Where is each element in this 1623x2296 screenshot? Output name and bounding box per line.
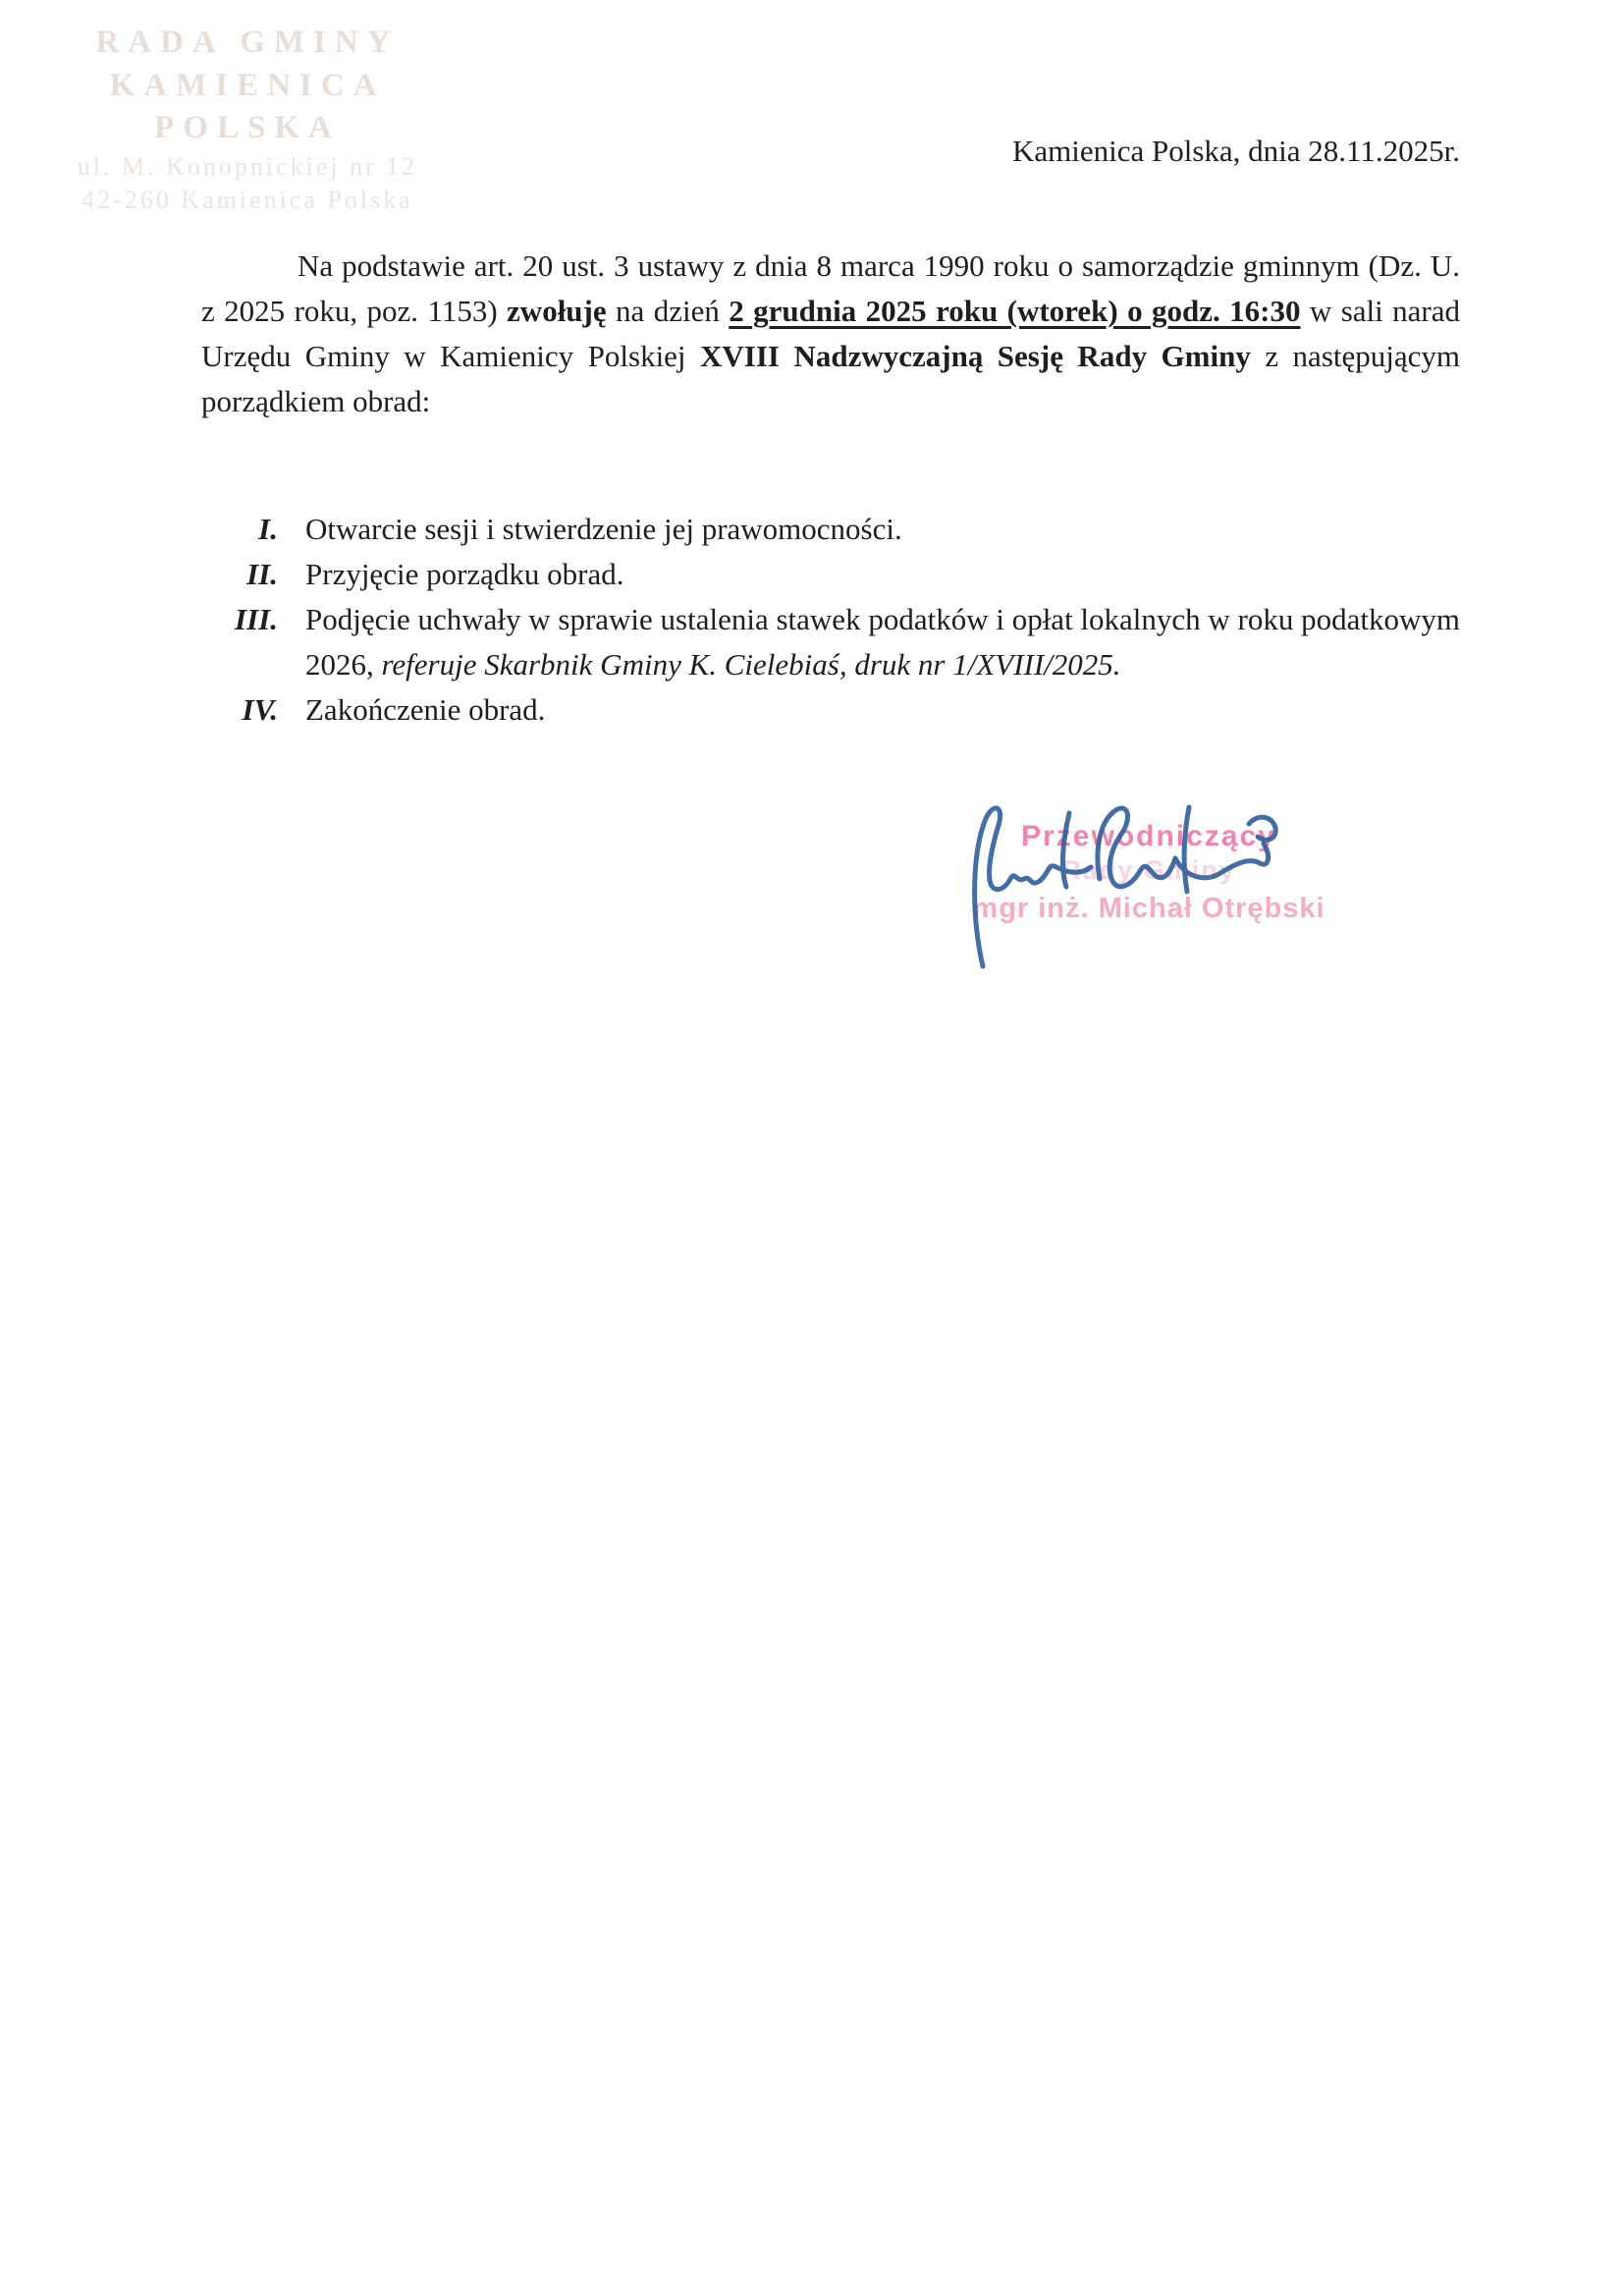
handwritten-signature (950, 782, 1304, 998)
agenda-item-1 (201, 507, 1460, 552)
intro-paragraph (201, 244, 1460, 424)
intro-text-bold-zwoluje: zwołuję (507, 294, 607, 328)
intro-text-normal-3: w sali narad Urzędu Gminy w Kamienicy Polskiej (201, 294, 1460, 373)
sender-stamp-line1: RADA GMINY (95, 25, 400, 60)
sender-stamp-line3: ul. M. Konopnickiej nr 12 (77, 151, 418, 181)
agenda-text: Zakończenie obrad. (305, 692, 546, 727)
intro-text-normal-4: z następującym porządkiem obrad: (201, 339, 1460, 418)
chairman-stamp-name: mgr inż. Michał Otrębski (972, 892, 1325, 924)
sender-stamp-line2: KAMIENICA POLSKA (109, 67, 386, 146)
agenda-item-4 (201, 687, 1460, 733)
agenda-text: Otwarcie sesji i stwierdzenie jej prawomocności. (305, 512, 902, 546)
agenda-list (201, 507, 1460, 733)
dateline: Kamienica Polska, dnia 28.11.2025r. (1011, 134, 1460, 168)
agenda-text-italic: referuje Skarbnik Gminy K. Cielebiaś, druk nr 1/XVIII/2025. (381, 647, 1121, 682)
agenda-numeral: II. (246, 557, 278, 591)
agenda-numeral: I. (258, 512, 278, 546)
agenda-item-3 (201, 597, 1460, 687)
agenda-item-2 (201, 552, 1460, 597)
agenda-numeral: IV. (242, 692, 278, 727)
intro-text-bold-session: XVIII Nadzwyczajną Sesję Rady Gminy (700, 339, 1251, 373)
intro-text-normal-1: Na podstawie art. 20 ust. 3 ustawy z dnia 8 marca 1990 roku o samorządzie gminnym (Dz. U. z 2025 roku, poz. 1153) (201, 248, 1460, 328)
agenda-text-normal: Podjęcie uchwały w sprawie ustalenia stawek podatków i opłat lokalnych w roku podatkowym 2026, (305, 602, 1461, 682)
sender-stamp (51, 22, 444, 217)
intro-text-normal-2: na dzień (606, 294, 730, 328)
agenda-text (305, 597, 1460, 687)
chairman-stamp-title: Przewodniczący (1021, 820, 1276, 852)
agenda-numeral: III. (235, 602, 278, 636)
intro-text-bold-underline-date-time: 2 grudnia 2025 roku (wtorek) o godz. 16:30 (729, 294, 1301, 328)
sender-stamp-line4: 42-260 Kamienica Polska (81, 185, 413, 214)
chairman-stamp-subtitle: Rady Gminy (1061, 855, 1236, 885)
agenda-text: Przyjęcie porządku obrad. (305, 557, 624, 591)
